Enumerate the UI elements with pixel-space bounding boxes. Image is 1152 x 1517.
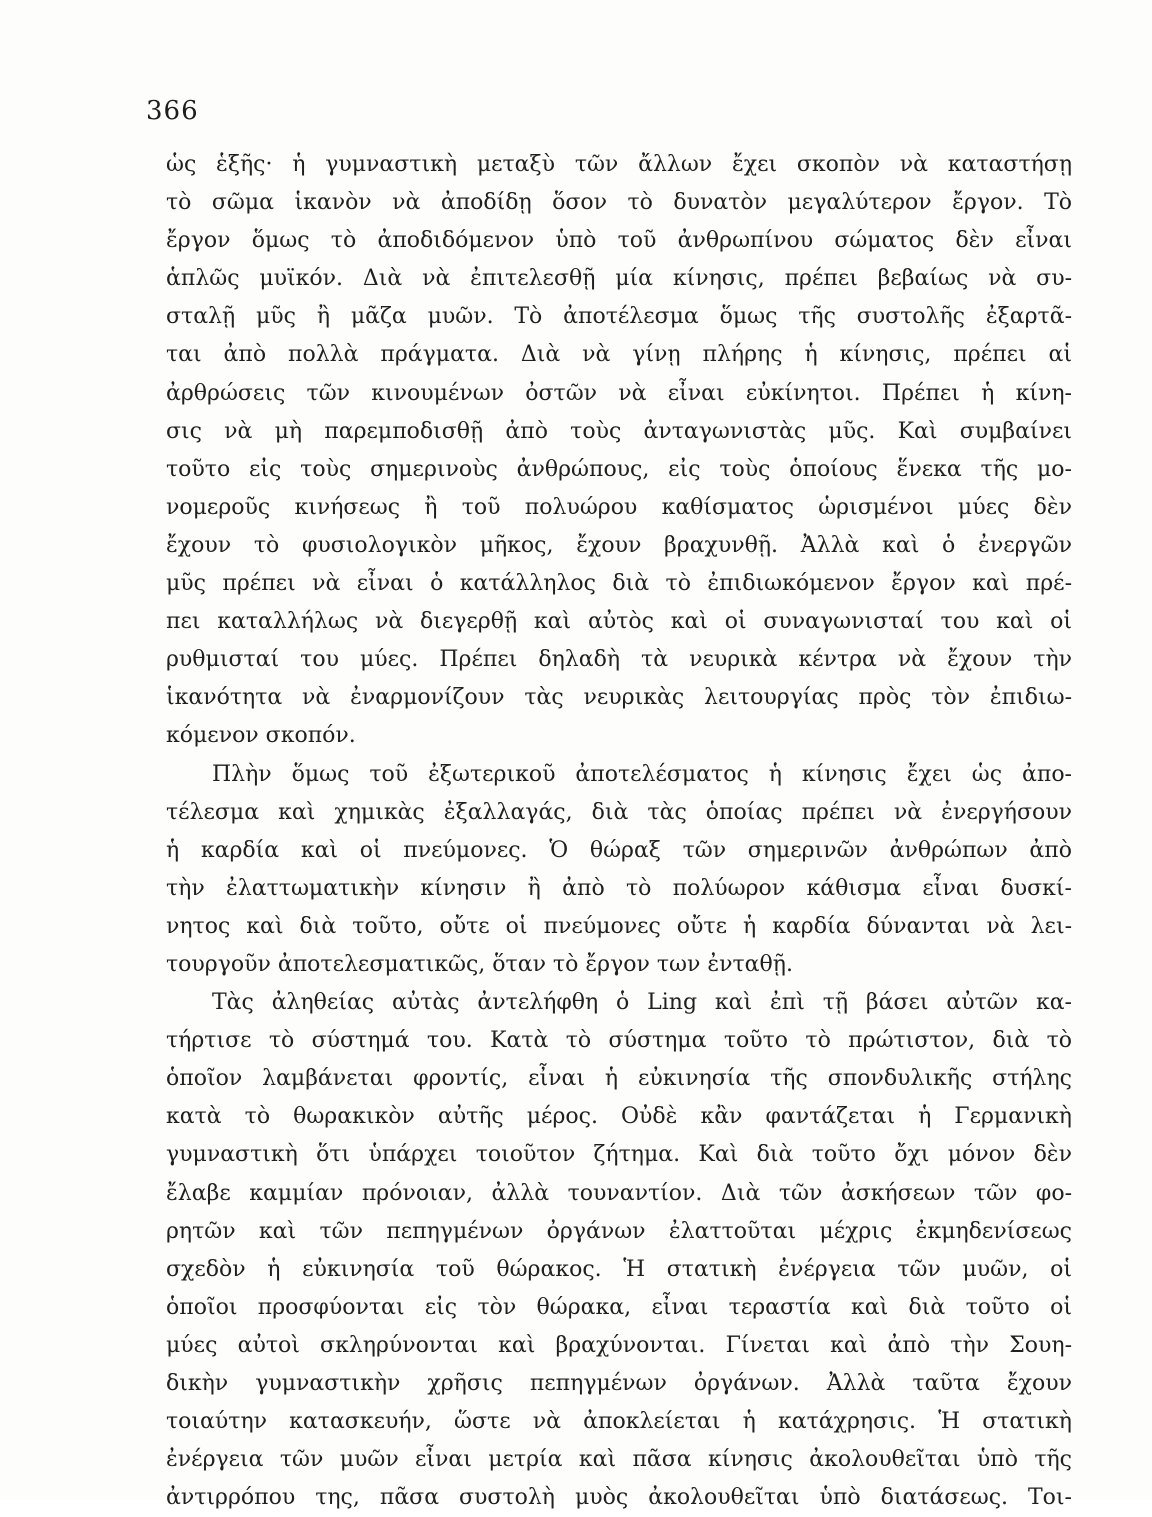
body-text (166, 146, 1072, 1517)
text-line: μύες αὐτοὶ σκληρύνονται καὶ βραχύνονται. Γίνεται καὶ ἀπὸ τὴν Σουη- (166, 1332, 1072, 1358)
text-line: γυμναστικὴ ὅτι ὑπάρχει τοιοῦτον ζήτημα. Καὶ διὰ τοῦτο ὄχι μόνον δὲν (166, 1142, 1072, 1168)
text-line: μῦς πρέπει νὰ εἶναι ὁ κατάλληλος διὰ τὸ ἐπιδιωκόμενον ἔργον καὶ πρέ- (166, 571, 1072, 597)
text-line: τέλεσμα καὶ χημικὰς ἐξαλλαγάς, διὰ τὰς ὁποίας πρέπει νὰ ἐνεργήσουν (166, 799, 1072, 825)
page-number: 366 (146, 96, 199, 126)
text-line: κόμενον σκοπόν. (166, 723, 356, 749)
text-line: ρυθμισταί του μύες. Πρέπει δηλαδὴ τὰ νευρικὰ κέντρα νὰ ἔχουν τὴν (166, 647, 1072, 673)
text-line: τὴν ἐλαττωματικὴν κίνησιν ἢ ἀπὸ τὸ πολύωρον κάθισμα εἶναι δυσκί- (166, 875, 1072, 901)
text-line: ὡς ἑξῆς· ἡ γυμναστικὴ μεταξὺ τῶν ἄλλων ἔχει σκοπὸν νὰ καταστήσῃ (166, 152, 1072, 177)
text-line: ται ἀπὸ πολλὰ πράγματα. Διὰ νὰ γίνῃ πλήρης ἡ κίνησις, πρέπει αἱ (166, 342, 1072, 368)
text-line: ἡ καρδία καὶ οἱ πνεύμονες. Ὁ θώραξ τῶν σημερινῶν ἀνθρώπων ἀπὸ (166, 837, 1072, 863)
text-line: κατὰ τὸ θωρακικὸν αὐτῆς μέρος. Οὐδὲ κἂν φαντάζεται ἡ Γερμανικὴ (166, 1104, 1072, 1130)
text-line: ὁποῖον λαμβάνεται φροντίς, εἶναι ἡ εὐκινησία τῆς σπονδυλικῆς στήλης (166, 1066, 1072, 1092)
text-line: δικὴν γυμναστικὴν χρῆσις πεπηγμένων ὀργάνων. Ἀλλὰ ταῦτα ἔχουν (166, 1371, 1072, 1396)
text-line: ἀρθρώσεις τῶν κινουμένων ὀστῶν νὰ εἶναι εὐκίνητοι. Πρέπει ἡ κίνη- (166, 380, 1072, 406)
text-line: σις νὰ μὴ παρεμποδισθῇ ἀπὸ τοὺς ἀνταγωνιστὰς μῦς. Καὶ συμβαίνει (166, 418, 1072, 444)
text-line: ἔλαβε καμμίαν πρόνοιαν, ἀλλὰ τουναντίον. Διὰ τῶν ἀσκήσεων τῶν φο- (166, 1180, 1072, 1206)
text-line: τουργοῦν ἀποτελεσματικῶς, ὅταν τὸ ἔργον των ἐνταθῇ. (166, 951, 793, 977)
text-line: τήρτισε τὸ σύστημά του. Κατὰ τὸ σύστημα τοῦτο τὸ πρώτιστον, διὰ τὸ (166, 1028, 1072, 1054)
text-line: νομεροῦς κινήσεως ἢ τοῦ πολυώρου καθίσματος ὡρισμένοι μύες δὲν (166, 494, 1072, 520)
text-line: ρητῶν καὶ τῶν πεπηγμένων ὀργάνων ἐλαττοῦται μέχρις ἐκμηδενίσεως (166, 1218, 1072, 1244)
text-line: νητος καὶ διὰ τοῦτο, οὔτε οἱ πνεύμονες οὔτε ἡ καρδία δύνανται νὰ λει- (166, 913, 1072, 939)
text-line: ἔχουν τὸ φυσιολογικὸν μῆκος, ἔχουν βραχυνθῇ. Ἀλλὰ καὶ ὁ ἐνεργῶν (166, 532, 1072, 558)
text-line: τὸ σῶμα ἱκανὸν νὰ ἀποδίδῃ ὅσον τὸ δυνατὸν μεγαλύτερον ἔργον. Τὸ (166, 190, 1072, 216)
text-line: Πλὴν ὅμως τοῦ ἐξωτερικοῦ ἀποτελέσματος ἡ κίνησις ἔχει ὡς ἀπο- (212, 761, 1072, 787)
text-line: ὁποῖοι προσφύονται εἰς τὸν θώρακα, εἶναι τεραστία καὶ διὰ τοῦτο οἱ (166, 1294, 1072, 1320)
text-line: ἱκανότητα νὰ ἐναρμονίζουν τὰς νευρικὰς λειτουργίας πρὸς τὸν ἐπιδιω- (166, 685, 1072, 711)
text-line: ἁπλῶς μυϊκόν. Διὰ νὰ ἐπιτελεσθῇ μία κίνησις, πρέπει βεβαίως νὰ συ- (166, 266, 1072, 292)
text-line: σταλῇ μῦς ἢ μᾶζα μυῶν. Τὸ ἀποτέλεσμα ὅμως τῆς συστολῆς ἐξαρτᾶ- (166, 304, 1072, 330)
text-line: πει καταλλήλως νὰ διεγερθῇ καὶ αὐτὸς καὶ οἱ συναγωνισταί του καὶ οἱ (166, 609, 1072, 635)
text-line: ἐνέργεια τῶν μυῶν εἶναι μετρία καὶ πᾶσα κίνησις ἀκολουθεῖται ὑπὸ τῆς (166, 1447, 1072, 1473)
text-line: τοῦτο εἰς τοὺς σημερινοὺς ἀνθρώπους, εἰς τοὺς ὁποίους ἕνεκα τῆς μο- (166, 456, 1072, 482)
text-line: τοιαύτην κατασκευήν, ὥστε νὰ ἀποκλείεται ἡ κατάχρησις. Ἡ στατικὴ (166, 1409, 1072, 1435)
text-line: ἔργον ὅμως τὸ ἀποδιδόμενον ὑπὸ τοῦ ἀνθρωπίνου σώματος δὲν εἶναι (166, 228, 1072, 254)
text-line: ἀντιρρόπου της, πᾶσα συστολὴ μυὸς ἀκολουθεῖται ὑπὸ διατάσεως. Τοι- (166, 1485, 1072, 1511)
text-line: Τὰς ἀληθείας αὐτὰς ἀντελήφθη ὁ Ling καὶ ἐπὶ τῇ βάσει αὐτῶν κα- (212, 990, 1072, 1016)
text-line: σχεδὸν ἡ εὐκινησία τοῦ θώρακος. Ἡ στατικὴ ἐνέργεια τῶν μυῶν, οἱ (166, 1256, 1072, 1282)
